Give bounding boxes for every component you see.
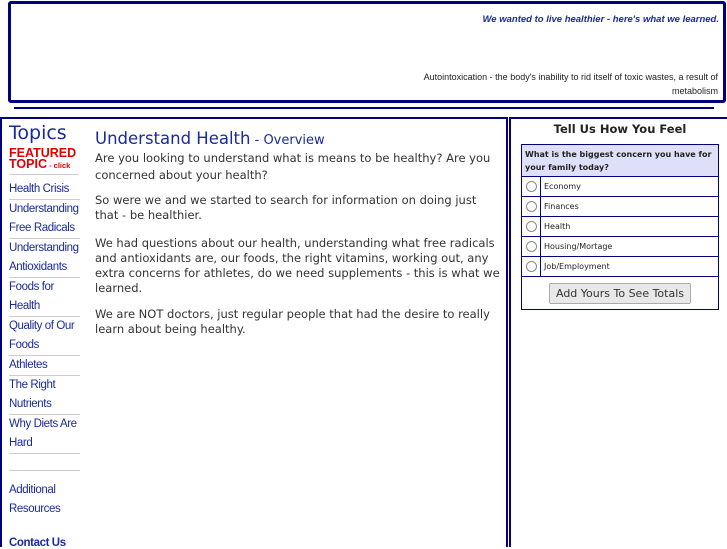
disclaimer-paragraph: We are NOT doctors, just regular people that had the desire to really learn about being healthy.	[95, 307, 490, 336]
header-subtag: Autointoxication - the body's inability to rid itself of toxic wastes, a result of metabolism	[423, 72, 718, 96]
search-paragraph: So were we and we started to search for information on doing just that - be healthier.	[95, 193, 477, 222]
poll-option-job[interactable]	[522, 257, 718, 277]
poll-option-label: Housing/Mortage	[544, 242, 613, 251]
radio-health[interactable]	[526, 221, 537, 232]
poll-option-housing[interactable]	[522, 237, 718, 257]
sidebar-item-athletes[interactable]: Athletes	[9, 359, 48, 371]
additional-resources-link[interactable]: Additional Resources	[9, 484, 61, 515]
sidebar-item-right-nutrients[interactable]: The Right Nutrients	[9, 379, 56, 410]
poll-option-finances[interactable]	[522, 197, 718, 217]
additional-resources-section	[9, 470, 80, 519]
submit-vote-button[interactable]: Add Yours To See Totals	[549, 283, 691, 304]
sidebar-item-free-radicals[interactable]: Understanding Free Radicals	[9, 203, 79, 234]
sidebar-title: Topics	[9, 122, 67, 144]
poll-question: What is the biggest concern you have for your family today?	[522, 145, 718, 177]
sidebar	[0, 117, 88, 547]
poll-form	[521, 144, 719, 310]
poll-title: Tell Us How You Feel	[553, 122, 687, 136]
poll-option-label: Job/Employment	[544, 262, 610, 271]
poll-option-label: Finances	[544, 202, 579, 211]
contact-us-link[interactable]: Contact Us	[9, 537, 66, 549]
page-title	[95, 129, 506, 148]
page-title-text: Understand Health	[95, 129, 251, 148]
featured-click-label: - click	[46, 161, 71, 170]
header-tagline: We wanted to live healthier - here's what we learned.	[482, 14, 719, 25]
radio-finances[interactable]	[526, 201, 537, 212]
featured-topic-link[interactable]	[9, 148, 79, 175]
sidebar-item-foods-for-health[interactable]: Foods for Health	[9, 281, 54, 312]
poll-panel	[509, 117, 727, 547]
radio-job[interactable]	[526, 261, 537, 272]
sidebar-item-why-diets-are-hard[interactable]: Why Diets Are Hard	[9, 418, 77, 449]
main-content	[86, 117, 508, 547]
questions-paragraph: We had questions about our health, understanding what free radicals and antioxidants are, our foods, the right vitamins, working out, any extra concerns for athletes, do we need supplements - this is what we learned.	[95, 236, 500, 295]
poll-option-label: Economy	[544, 182, 581, 191]
radio-economy[interactable]	[526, 181, 537, 192]
site-header	[8, 1, 726, 103]
page-subtitle: - Overview	[250, 133, 325, 148]
poll-option-health[interactable]	[522, 217, 718, 237]
poll-submit-row	[522, 277, 718, 309]
intro-paragraph: Are you looking to understand what is means to be healthy? Are you concerned about your health?	[95, 151, 491, 182]
header-divider	[14, 107, 714, 109]
topics-nav	[9, 180, 80, 454]
poll-option-label: Health	[544, 222, 571, 231]
sidebar-item-health-crisis[interactable]: Health Crisis	[9, 183, 69, 195]
featured-topic-label: FEATURED TOPIC	[9, 146, 77, 171]
poll-option-economy[interactable]	[522, 177, 718, 197]
radio-housing[interactable]	[526, 241, 537, 252]
sidebar-item-quality-of-foods[interactable]: Quality of Our Foods	[9, 320, 75, 351]
sidebar-item-antioxidants[interactable]: Understanding Antioxidants	[9, 242, 79, 273]
